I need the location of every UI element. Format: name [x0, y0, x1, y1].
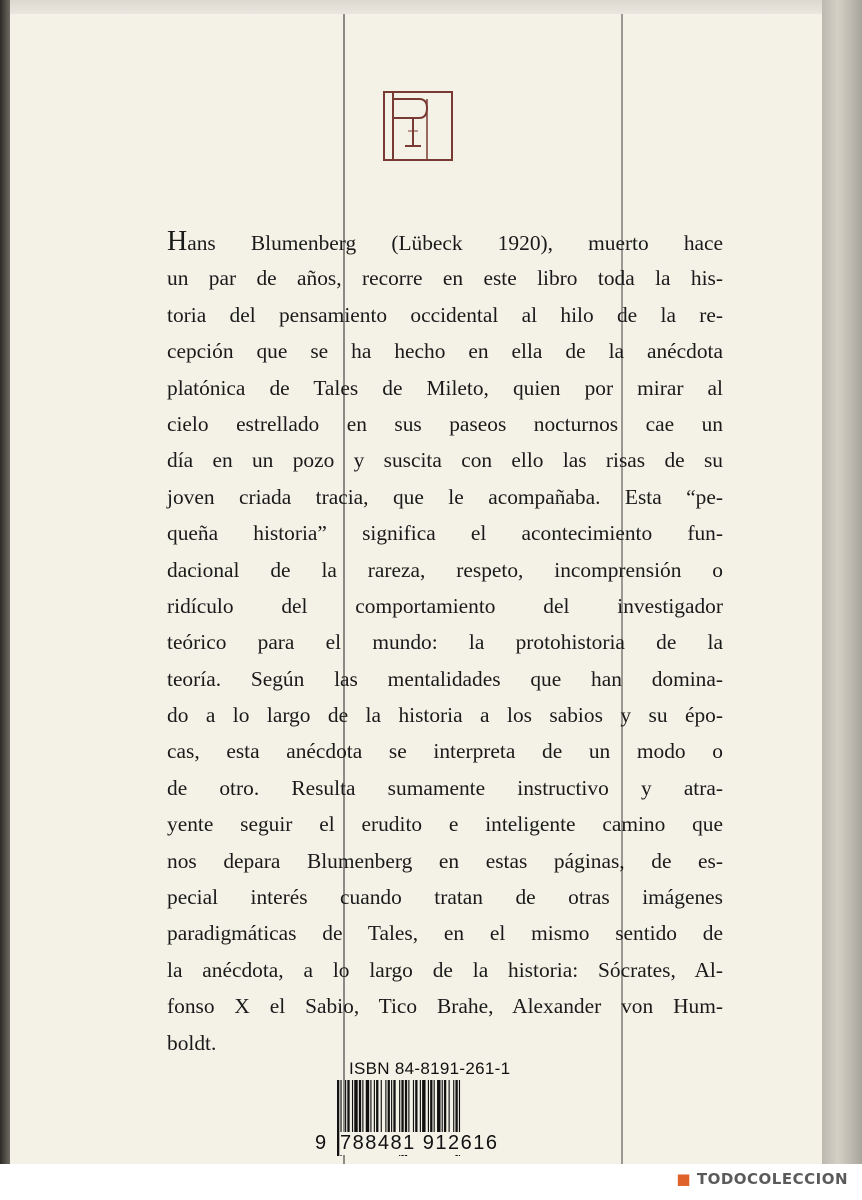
synopsis-line: Hans Blumenberg (Lübeck 1920), muerto hace: [167, 226, 723, 257]
synopsis-line: día en un pozo y suscita con ello las risas de su: [167, 448, 723, 473]
synopsis-line: cas, esta anécdota se interpreta de un modo o: [167, 739, 723, 764]
barcode-bar: [381, 1080, 382, 1132]
barcode-bar: [428, 1080, 429, 1132]
synopsis-line: yente seguir el erudito e inteligente camino que: [167, 812, 723, 837]
synopsis-line: teoría. Según las mentalidades que han domina-: [167, 666, 723, 691]
synopsis-line: nos depara Blumenberg en estas páginas, de es-: [167, 848, 723, 873]
barcode-bar: [453, 1080, 454, 1132]
synopsis-line: boldt.: [167, 1030, 217, 1055]
barcode-bar: [370, 1080, 371, 1132]
barcode-bar: [393, 1080, 395, 1132]
synopsis-line: toria del pensamiento occidental al hilo de la re-: [167, 302, 723, 327]
barcode-bar: [352, 1080, 353, 1132]
synopsis-line: la anécdota, a lo largo de la historia: Sócrates, Al-: [167, 957, 723, 982]
synopsis-line: cielo estrellado en sus paseos nocturnos cae un: [167, 411, 723, 436]
isbn-label: ISBN 84-8191-261-1: [349, 1059, 511, 1078]
scan-right-border: [822, 0, 862, 1200]
barcode-bar: [345, 1080, 346, 1132]
barcode-bar: [434, 1080, 435, 1132]
barcode-bar: [442, 1080, 443, 1132]
barcode-bar: [422, 1080, 425, 1132]
barcode-first-digit: 9: [315, 1132, 327, 1154]
synopsis-line: cepción que se ha hecho en ella de la anécdota: [167, 339, 723, 364]
barcode-bar: [376, 1080, 378, 1132]
barcode-bar: [437, 1080, 440, 1132]
barcode-bar: [366, 1080, 369, 1132]
barcode-bar: [362, 1080, 363, 1132]
synopsis-line: de otro. Resulta sumamente instructivo y atra-: [167, 775, 723, 800]
synopsis-line: queña historia” significa el acontecimiento fun-: [167, 521, 723, 546]
synopsis-line: do a lo largo de la historia a los sabios y su épo-: [167, 703, 723, 728]
synopsis-line: un par de años, recorre en este libro toda la his-: [167, 266, 723, 291]
synopsis-line: teórico para el mundo: la protohistoria de la: [167, 630, 723, 655]
barcode-digits: 788481 912616: [340, 1132, 508, 1155]
barcode-bar: [374, 1080, 375, 1132]
synopsis-line: dacional de la rareza, respeto, incomprensión o: [167, 557, 723, 582]
synopsis-line: platónica de Tales de Mileto, quien por mirar al: [167, 375, 723, 400]
barcode-bar: [444, 1080, 446, 1132]
synopsis-line: paradigmáticas de Tales, en el mismo sentido de: [167, 921, 723, 946]
synopsis-line: ridículo del comportamiento del investigador: [167, 593, 723, 618]
barcode-bar: [337, 1080, 339, 1156]
barcode-bar: [420, 1080, 421, 1132]
barcode-bar: [347, 1080, 349, 1132]
watermark-mark-icon: ■: [676, 1170, 692, 1188]
barcode-bar: [391, 1080, 392, 1132]
publisher-monogram-icon: [383, 91, 453, 161]
barcode-bar: [354, 1080, 357, 1132]
barcode-bar: [430, 1080, 432, 1132]
barcode-bar: [408, 1080, 409, 1132]
barcode-bar: [359, 1080, 361, 1132]
watermark: [676, 1170, 848, 1188]
synopsis-line: fonso X el Sabio, Tico Brahe, Alexander von Hum-: [167, 994, 723, 1019]
barcode-bar: [385, 1080, 386, 1132]
barcode-bar: [449, 1080, 450, 1132]
barcode-bar: [413, 1080, 414, 1132]
barcode-bar: [388, 1080, 390, 1132]
scan-left-border: [0, 0, 10, 1200]
barcode-bar: [415, 1080, 417, 1132]
watermark-text: TODOCOLECCION: [696, 1170, 848, 1188]
synopsis-paragraph: [167, 224, 723, 1061]
synopsis-line: pecial interés cuando tratan de otras imágenes: [167, 885, 723, 910]
synopsis-line: joven criada tracia, que le acompañaba. Esta “pe-: [167, 484, 723, 509]
